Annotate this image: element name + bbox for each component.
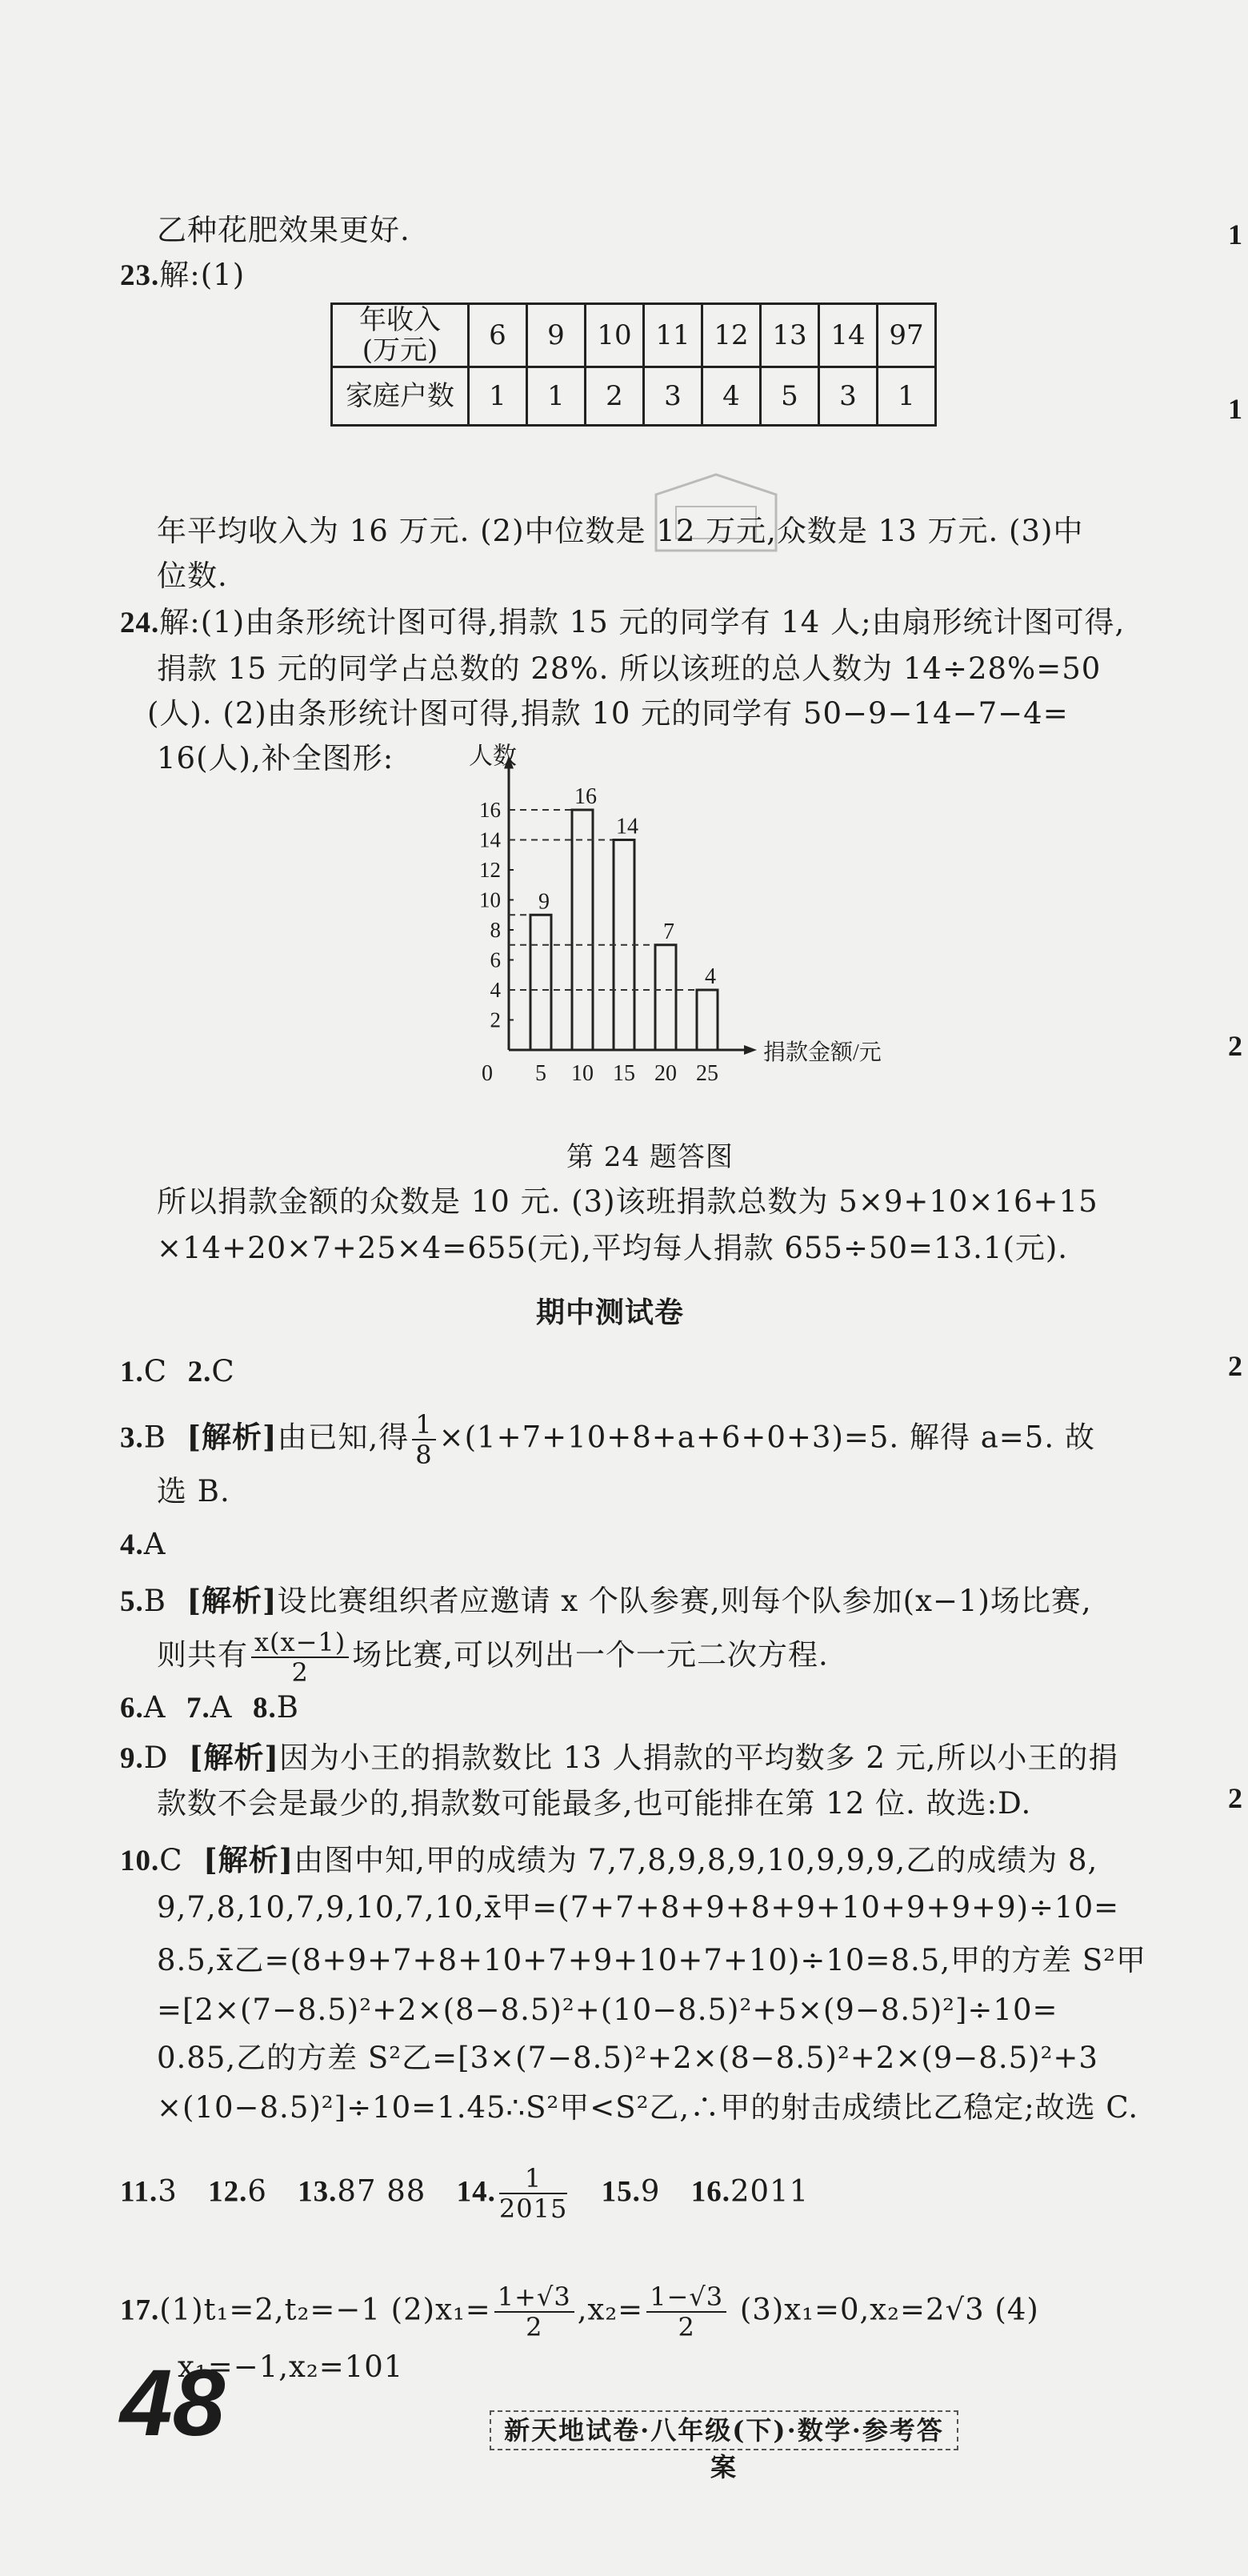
table-cell: 6 (469, 304, 527, 367)
y-tick-label: 6 (490, 947, 501, 972)
y-tick-label: 10 (479, 887, 501, 912)
bar (572, 810, 593, 1050)
page-number: 48 (120, 2350, 226, 2456)
table-cell: 3 (819, 367, 878, 426)
text-line: ×(10−8.5)²]÷10=1.45∴S²甲<S²乙,∴甲的射击成绩比乙稳定;故选 C. (157, 2090, 1139, 2125)
y-tick-label: 14 (479, 827, 501, 852)
y-tick-label: 16 (479, 798, 501, 822)
edge-mark: 1 (1228, 218, 1242, 250)
text-line: 捐款 15 元的同学占总数的 28%. 所以该班的总人数为 14÷28%=50 (157, 651, 1102, 686)
text-line: 0.85,乙的方差 S²乙=[3×(7−8.5)²+2×(8−8.5)²+2×(9−8.5)²+3 (157, 2041, 1098, 2075)
x-axis-arrow (744, 1045, 757, 1055)
question-number: 24. (120, 607, 160, 639)
page-footer: 新天地试卷·八年级(下)·数学·参考答案 (490, 2410, 958, 2450)
x-tick-label: 20 (654, 1061, 677, 1086)
y-tick-label: 8 (490, 918, 501, 942)
x-tick-label: 15 (613, 1061, 635, 1086)
table-cell: 97 (878, 304, 936, 367)
bar (530, 915, 551, 1050)
fraction: $\frac{x(x-1)}{2}$ (251, 1628, 349, 1687)
question-text: 解:(1) (159, 258, 246, 292)
y-axis-label: 人数 (469, 743, 517, 770)
text-line: 年平均收入为 16 万元. (2)中位数是 12 万元,众数是 13 万元. (3)中 (157, 514, 1084, 548)
question-number: 23. (120, 259, 160, 292)
chart-caption: 第 24 题答图 (566, 1141, 734, 1173)
table-cell: 14 (819, 304, 878, 367)
table-header: 年收入 (万元) (332, 304, 469, 367)
text-line: 款数不会是最少的,捐款数可能最多,也可能排在第 12 位. 故选:D. (157, 1786, 1032, 1821)
x-tick-label: 5 (535, 1061, 546, 1086)
answer-3: 3.B [解析]由已知,得 $\frac{1}{8}$ ×(1+7+10+8+a+6+0+3)=5. 解得 a=5. 故 (120, 1409, 1095, 1470)
text-line: (人). (2)由条形统计图可得,捐款 10 元的同学有 50−9−14−7−4= (147, 696, 1069, 731)
answer-line: 1.C 2.C (120, 1354, 235, 1388)
text-line: 则共有 $\frac{x(x-1)}{2}$ 场比赛,可以列出一个一元二次方程. (157, 1627, 829, 1688)
y-tick-label: 12 (479, 858, 501, 882)
table-cell: 1 (878, 367, 936, 426)
text-line: =[2×(7−8.5)²+2×(8−8.5)²+(10−8.5)²+5×(9−8.5)²]÷10= (157, 1993, 1058, 2027)
answer-line: 6.A 7.A 8.B (120, 1690, 299, 1725)
answer-5: 5.B [解析]设比赛组织者应邀请 x 个队参赛,则每个队参加(x−1)场比赛, (120, 1583, 1092, 1618)
text-line: 选 B. (157, 1474, 230, 1508)
answer-9: 9.D [解析]因为小王的捐款数比 13 人捐款的平均数多 2 元,所以小王的捐 (120, 1740, 1119, 1775)
text-line: 9,7,8,10,7,9,10,7,10,x̄甲=(7+7+8+9+8+9+10+9+9+9)÷10= (157, 1890, 1120, 1925)
fraction: $\frac{1}{8}$ (412, 1410, 435, 1469)
fraction: $\frac{1+√3}{2}$ (494, 2282, 574, 2342)
bar (655, 945, 676, 1050)
table-cell: 5 (761, 367, 819, 426)
x-tick-label: 10 (571, 1061, 594, 1086)
x-axis-label: 捐款金额/元 (763, 1040, 882, 1065)
question-text: 解:(1)由条形统计图可得,捐款 15 元的同学有 14 人;由扇形统计图可得, (159, 605, 1126, 639)
y-tick-label: 4 (490, 978, 501, 1002)
table-cell: 1 (469, 367, 527, 426)
text-line: 所以捐款金额的众数是 10 元. (3)该班捐款总数为 5×9+10×16+15 (157, 1184, 1098, 1219)
fraction: $\frac{1-√3}{2}$ (646, 2282, 726, 2342)
text-line: 16(人),补全图形: (157, 741, 394, 775)
answer-10: 10.C [解析]由图中知,甲的成绩为 7,7,8,9,8,9,10,9,9,9,乙的成绩为 8, (120, 1842, 1098, 1877)
table-cell: 9 (527, 304, 586, 367)
text-line: 乙种花肥效果更好. (157, 213, 410, 247)
income-table (330, 302, 937, 427)
answer-17: 17.(1)t₁=2,t₂=−1 (2)x₁= $\frac{1+√3}{2}$ ,x₂= $\frac{1-√3}{2}$ (3)x₁=0,x₂=2√3 (4) (120, 2282, 1039, 2342)
text-line: 8.5,x̄乙=(8+9+7+8+10+7+9+10+7+10)÷10=8.5,甲的方差 S²甲 (157, 1943, 1147, 1977)
bar-value-label: 9 (538, 889, 550, 915)
bar-value-label: 7 (663, 919, 674, 944)
bar-chart (432, 743, 882, 1122)
edge-mark: 2 (1228, 1782, 1242, 1814)
y-tick-label: 2 (490, 1008, 501, 1032)
table-cell: 2 (586, 367, 644, 426)
table-cell: 13 (761, 304, 819, 367)
table-cell: 12 (702, 304, 761, 367)
table-cell: 3 (644, 367, 702, 426)
bar (697, 990, 718, 1050)
edge-mark: 2 (1228, 1030, 1242, 1062)
text-line: x₁=−1,x₂=101 (178, 2350, 404, 2384)
text-line: ×14+20×7+25×4=655(元),平均每人捐款 655÷50=13.1(元). (157, 1231, 1069, 1265)
table-row (332, 367, 936, 426)
answer-line: 4.A (120, 1527, 166, 1561)
edge-mark: 1 (1228, 393, 1242, 425)
table-cell: 10 (586, 304, 644, 367)
question-24 (120, 602, 1125, 644)
section-title: 期中测试卷 (536, 1296, 685, 1329)
origin-label: 0 (482, 1061, 493, 1086)
table-cell: 11 (644, 304, 702, 367)
table-cell: 4 (702, 367, 761, 426)
table-header: 家庭户数 (332, 367, 469, 426)
bar-value-label: 4 (705, 964, 716, 989)
question-23 (120, 254, 245, 297)
table-cell: 1 (527, 367, 586, 426)
bar-value-label: 16 (574, 784, 597, 809)
answer-line: 11.3 12.6 13.87 88 14. $\frac{1}{2015}$ 15.9 16.2011 (120, 2163, 810, 2224)
fraction: $\frac{1}{2015}$ (498, 2163, 568, 2224)
x-tick-label: 25 (696, 1061, 718, 1086)
bar-value-label: 14 (616, 814, 638, 839)
text-line: 位数. (157, 559, 228, 593)
table-row (332, 304, 936, 367)
edge-mark: 2 (1228, 1350, 1242, 1382)
